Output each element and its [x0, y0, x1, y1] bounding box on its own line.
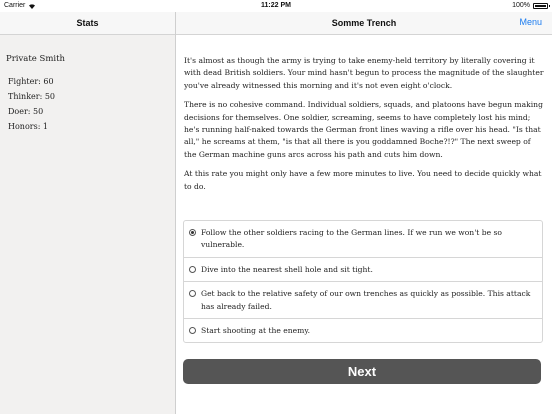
stats-sidebar	[0, 12, 176, 414]
story-text	[184, 55, 544, 200]
main-navbar	[176, 12, 552, 35]
sidebar-navbar	[0, 12, 175, 35]
choice-label: Follow the other soldiers racing to the German lines. If we run we won't be so vulnerable.	[201, 228, 502, 250]
choice-shoot[interactable]	[184, 319, 542, 342]
stat-honors: Honors: 1	[8, 122, 49, 131]
choice-label: Start shooting at the enemy.	[201, 326, 311, 336]
radio-button-icon[interactable]	[189, 266, 196, 273]
next-button[interactable]: Next	[183, 359, 541, 384]
choice-retreat[interactable]	[184, 282, 542, 319]
choice-list	[183, 220, 543, 343]
menu-button[interactable]: Menu	[519, 17, 542, 27]
carrier-label: Carrier	[4, 2, 26, 9]
sidebar-title: Stats	[76, 18, 99, 28]
story-pane	[176, 12, 552, 414]
story-paragraph: At this rate you might only have a few more minutes to live. You need to decide quickly what to do.	[184, 169, 542, 191]
battery-indicator	[512, 2, 548, 9]
clock: 11:22 PM	[261, 2, 291, 9]
radio-button-icon[interactable]	[189, 229, 196, 236]
choice-shell-hole[interactable]	[184, 258, 542, 282]
page-title: Somme Trench	[331, 18, 397, 28]
choice-label: Dive into the nearest shell hole and sit tight.	[201, 264, 373, 274]
stat-thinker: Thinker: 50	[8, 92, 56, 101]
stat-doer: Doer: 50	[8, 107, 44, 116]
battery-icon	[533, 3, 548, 9]
radio-button-icon[interactable]	[189, 327, 196, 334]
battery-percent: 100%	[512, 2, 530, 9]
character-name: Private Smith	[6, 54, 66, 64]
choice-follow-soldiers[interactable]	[184, 221, 542, 258]
choice-label: Get back to the relative safety of our own trenches as quickly as possible. This attack has already failed.	[201, 289, 531, 311]
story-paragraph: It's almost as though the army is trying to take enemy-held territory by literally covering it with dead British soldiers. Your mind hasn't begun to process the magnitude of the slaughter you've already witnessed this morning and it's not even eight o'clock.	[184, 56, 544, 90]
radio-button-icon[interactable]	[189, 290, 196, 297]
stats-list	[8, 74, 55, 134]
status-bar	[0, 0, 552, 12]
stat-fighter: Fighter: 60	[8, 77, 54, 86]
story-paragraph: There is no cohesive command. Individual soldiers, squads, and platoons have begun making decisions for themselves. One soldier, screaming, seems to have completely lost his mind; he's running half-naked towards the German front lines waving a rifle over his head. "Is that all," he screams at them, "is that all there is you goddamned Boche?!?" The next sweep of the German machine guns arcs across his path and cuts him down.	[184, 100, 543, 159]
